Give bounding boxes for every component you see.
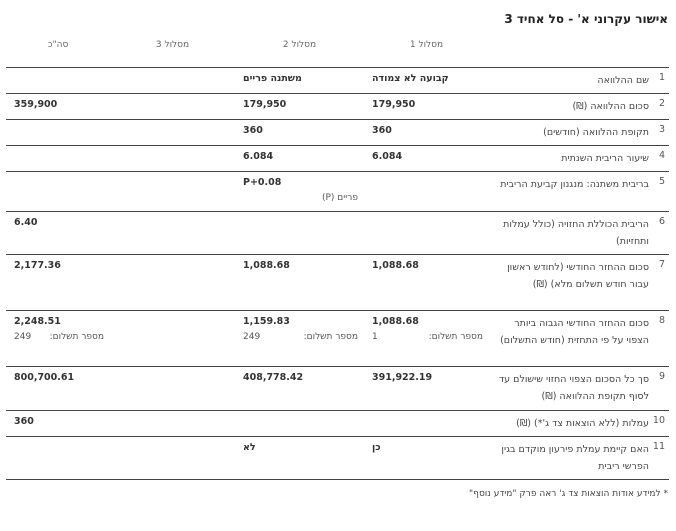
cell-value: לא (243, 442, 256, 453)
cell-value (110, 255, 235, 260)
table-row (6, 367, 669, 411)
cell-value: 6.084 (243, 151, 274, 162)
cell-value (110, 120, 235, 125)
cell-value (235, 411, 364, 416)
row-label: שם ההלוואה (597, 75, 649, 86)
cell-value: קבועה לא צמודה (372, 73, 449, 84)
row-label-cell (489, 437, 669, 480)
cell-c4 (6, 94, 110, 120)
cell-value: 360 (243, 125, 263, 136)
cell-value: 360 (14, 416, 34, 427)
row-label-cell (489, 120, 669, 146)
row-number: 8 (658, 315, 665, 326)
row-label: שיעור הריבית השנתית (561, 153, 649, 164)
payment-number-value: 249 (14, 332, 32, 342)
cell-c1 (364, 146, 489, 172)
cell-value: 360 (372, 125, 392, 136)
cell-c4 (6, 255, 110, 311)
header-label-column (489, 40, 669, 68)
table-row (6, 68, 669, 94)
cell-c3 (110, 146, 235, 172)
cell-value: 1,159.83 (243, 316, 290, 327)
row-number: 11 (652, 441, 665, 452)
table-row (6, 94, 669, 120)
row-number: 5 (658, 176, 665, 187)
payment-number (235, 327, 364, 342)
cell-c3 (110, 212, 235, 255)
cell-value (235, 212, 364, 217)
row-label-cell (489, 411, 669, 437)
cell-c1 (364, 437, 489, 480)
cell-c3 (110, 255, 235, 311)
cell-value: 6.40 (14, 217, 38, 228)
cell-value: 408,778.42 (243, 372, 304, 383)
table-row (6, 411, 669, 437)
cell-value: 179,950 (243, 99, 287, 110)
cell-value: 359,900 (14, 99, 58, 110)
row-label-cell (489, 255, 669, 311)
cell-c2 (235, 68, 364, 94)
cell-value (110, 367, 235, 372)
row-label-cell (489, 212, 669, 255)
table-header-row (6, 40, 669, 68)
row-label-cell (489, 311, 669, 367)
row-number: 10 (652, 415, 665, 426)
cell-value (110, 212, 235, 217)
cell-value (110, 411, 235, 416)
row-number: 9 (658, 371, 665, 382)
cell-value: 1,088.68 (243, 260, 290, 271)
cell-c3 (110, 68, 235, 94)
row-label: סכום ההלוואה (₪) (572, 101, 649, 112)
cell-c1 (364, 255, 489, 311)
footnote: * למידע אודות הוצאות צד ג' ראה פרק "מידע נוסף" (469, 489, 668, 499)
row-label: סכום ההחזר החודשי (לחודש ראשון עבור חודש תשלום מלא) (₪) (507, 262, 649, 290)
cell-c4 (6, 120, 110, 146)
row-label-cell (489, 94, 669, 120)
cell-c2 (235, 411, 364, 437)
table-row (6, 172, 669, 212)
row-number: 4 (658, 150, 665, 161)
cell-value (6, 120, 110, 125)
row-number: 7 (658, 259, 665, 270)
cell-c3 (110, 311, 235, 367)
cell-value: 2,248.51 (14, 316, 61, 327)
cell-c1 (364, 120, 489, 146)
table-row (6, 212, 669, 255)
cell-c3 (110, 367, 235, 411)
table-row (6, 146, 669, 172)
cell-value (6, 146, 110, 151)
cell-c4 (6, 437, 110, 480)
cell-c2 (235, 311, 364, 367)
payment-number-label: מספר תשלום: (428, 332, 483, 342)
cell-c1 (364, 311, 489, 367)
cell-value: 6.084 (372, 151, 403, 162)
cell-value: משתנה פריים (243, 73, 302, 84)
header-track-1: מסלול 1 (409, 40, 444, 50)
cell-value (6, 68, 110, 73)
cell-c1 (364, 212, 489, 255)
cell-value (364, 172, 489, 177)
payment-number-value: 1 (372, 332, 378, 342)
cell-value (110, 437, 235, 442)
cell-c1 (364, 411, 489, 437)
cell-value (110, 94, 235, 99)
payment-number (364, 327, 489, 342)
cell-c3 (110, 172, 235, 212)
cell-value: 2,177.36 (14, 260, 61, 271)
row-label: סכום ההחזר החודשי הגבוה ביותר הצפוי על פי התחזית (חודש התשלום) (500, 318, 649, 346)
cell-c3 (110, 94, 235, 120)
cell-c1 (364, 172, 489, 212)
header-total: סה"כ (47, 40, 69, 50)
cell-c2 (235, 437, 364, 480)
payment-number-label: מספר תשלום: (49, 332, 104, 342)
row-label: בריבית משתנה: מנגנון קביעת הריבית (500, 179, 649, 190)
cell-c1 (364, 367, 489, 411)
cell-value: 1,088.68 (372, 260, 419, 271)
cell-value: 1,088.68 (372, 316, 419, 327)
row-number: 1 (658, 72, 665, 83)
cell-value (364, 212, 489, 217)
cell-value: 391,922.19 (372, 372, 433, 383)
table-row (6, 255, 669, 311)
cell-value: P+0.08 (243, 177, 282, 188)
row-label: עמלות (ללא הוצאות צד ג'*) (₪) (516, 418, 649, 429)
table-row (6, 120, 669, 146)
cell-value: כן (372, 442, 381, 453)
payment-number-value: 249 (243, 332, 261, 342)
table-row (6, 437, 669, 480)
cell-c4 (6, 367, 110, 411)
cell-value: 179,950 (372, 99, 416, 110)
cell-c3 (110, 411, 235, 437)
cell-c4 (6, 311, 110, 367)
loan-approval-table (6, 40, 669, 480)
cell-value (6, 437, 110, 442)
cell-value (6, 172, 110, 177)
row-label: סך כל הסכום הצפוי החזוי שישולם עד לסוף תקופת ההלוואה (₪) (498, 374, 649, 402)
row-label-cell (489, 68, 669, 94)
cell-c2 (235, 172, 364, 212)
payment-number (6, 327, 110, 342)
cell-value (110, 172, 235, 177)
row-label-cell (489, 146, 669, 172)
cell-c4 (6, 212, 110, 255)
table-row (6, 311, 669, 367)
cell-c2 (235, 212, 364, 255)
cell-subtext: פריים (P) (321, 193, 358, 203)
row-number: 3 (658, 124, 665, 135)
row-number: 6 (658, 216, 665, 227)
cell-c2 (235, 94, 364, 120)
cell-value (110, 68, 235, 73)
cell-value (364, 411, 489, 416)
cell-c2 (235, 120, 364, 146)
row-label-cell (489, 172, 669, 212)
cell-c4 (6, 172, 110, 212)
header-track-3: מסלול 3 (155, 40, 190, 50)
page-title: אישור עקרוני א' - סל אחיד 3 (504, 12, 668, 26)
cell-c3 (110, 437, 235, 480)
row-label: האם קיימת עמלת פירעון מוקדם בגין הפרשי ריבית (501, 444, 649, 472)
cell-value: 800,700.61 (14, 372, 75, 383)
cell-c2 (235, 367, 364, 411)
cell-c2 (235, 146, 364, 172)
row-label: תקופת ההלוואה (חודשים) (543, 127, 649, 138)
row-label-cell (489, 367, 669, 411)
row-label: הריבית הכוללת החזויה (כולל עמלות ותחזיות) (503, 219, 649, 247)
cell-c1 (364, 94, 489, 120)
row-number: 2 (658, 98, 665, 109)
payment-number-label: מספר תשלום: (303, 332, 358, 342)
cell-c4 (6, 146, 110, 172)
cell-value (110, 146, 235, 151)
header-track-2: מסלול 2 (282, 40, 317, 50)
cell-c2 (235, 255, 364, 311)
cell-c3 (110, 120, 235, 146)
cell-c4 (6, 68, 110, 94)
cell-value (110, 311, 235, 316)
cell-c4 (6, 411, 110, 437)
cell-c1 (364, 68, 489, 94)
